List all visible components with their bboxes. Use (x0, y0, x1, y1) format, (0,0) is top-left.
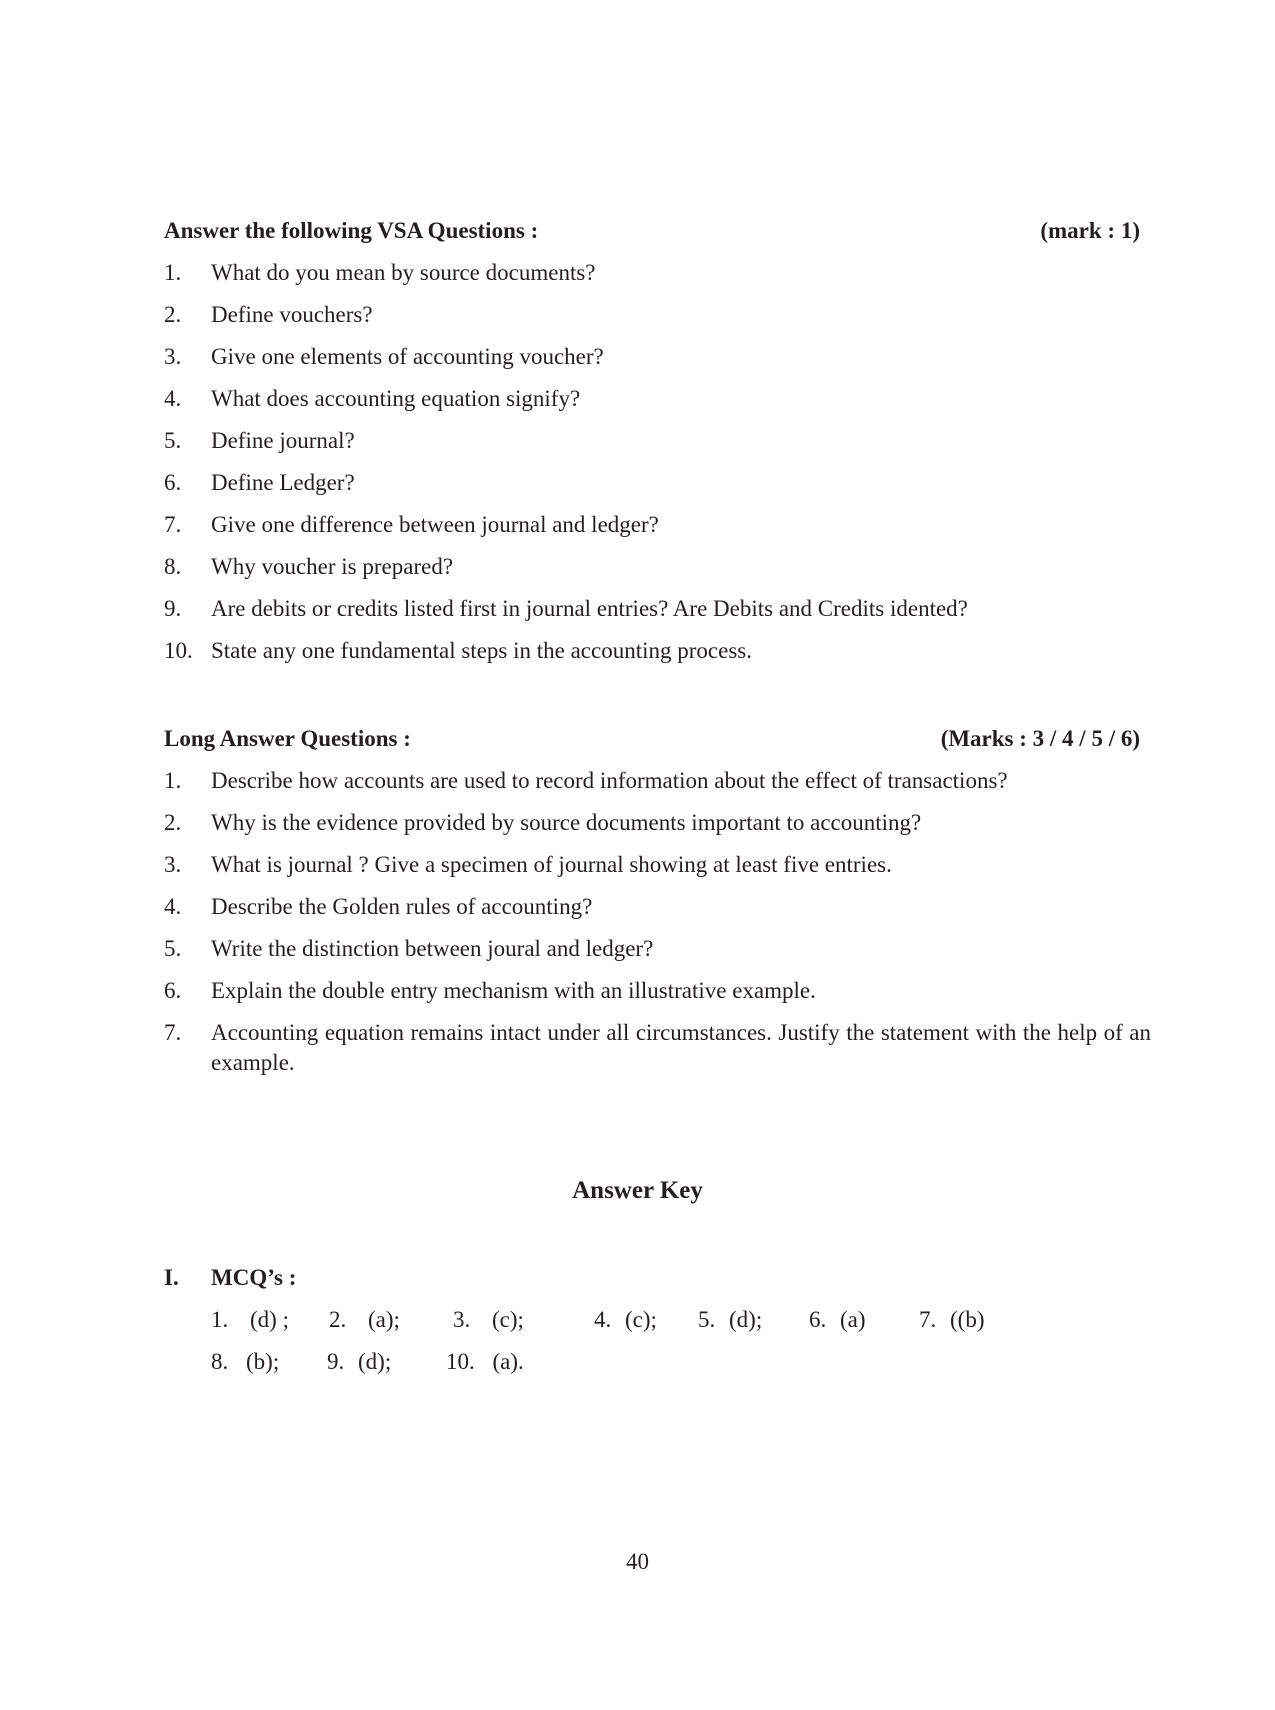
answer-value: (c); (492, 1307, 524, 1332)
question-text: Give one elements of accounting voucher? (211, 344, 604, 369)
question-text: Explain the double entry mechanism with an illustrative example. (211, 978, 816, 1003)
answer-value: (a). (492, 1349, 524, 1374)
question-number: 5. (164, 936, 182, 961)
vsa-question (164, 384, 1151, 426)
question-number: 4. (164, 894, 182, 919)
question-text: What does accounting equation signify? (211, 386, 581, 411)
answer-number: 4. (594, 1307, 612, 1332)
mcq-answer (211, 1305, 289, 1335)
answer-number: 2. (329, 1307, 347, 1332)
question-text: Why is the evidence provided by source documents important to accounting? (211, 810, 922, 835)
long-heading-row (164, 724, 1140, 754)
question-number: 7. (164, 512, 182, 537)
question-number: 2. (164, 302, 182, 327)
answer-number: 10. (446, 1349, 475, 1374)
mcq-answer (919, 1305, 984, 1335)
question-number: 10. (164, 638, 193, 663)
question-text: Write the distinction between joural and ledger? (211, 936, 654, 961)
mcq-answer (327, 1347, 391, 1377)
question-text: Describe the Golden rules of accounting? (211, 894, 593, 919)
question-number: 3. (164, 344, 182, 369)
question-number: 1. (164, 768, 182, 793)
long-question (164, 934, 1151, 976)
vsa-question (164, 258, 1151, 300)
vsa-heading-row (164, 216, 1140, 246)
answer-number: 8. (211, 1349, 229, 1374)
question-number: 1. (164, 260, 182, 285)
question-text: Describe how accounts are used to record information about the effect of transactions? (211, 768, 1008, 793)
mcq-answer (594, 1305, 657, 1335)
long-question (164, 892, 1151, 934)
vsa-question (164, 468, 1151, 510)
vsa-question (164, 342, 1151, 384)
answer-number: 7. (919, 1307, 937, 1332)
page-number: 40 (626, 1549, 649, 1574)
question-number: 6. (164, 978, 182, 1003)
vsa-question (164, 426, 1151, 468)
long-question-list (164, 766, 1151, 1078)
answer-number: 6. (809, 1307, 827, 1332)
question-text: Give one difference between journal and ledger? (211, 512, 659, 537)
mcq-answer (809, 1305, 866, 1335)
answer-value: (a) (840, 1307, 866, 1332)
question-text: What do you mean by source documents? (211, 260, 596, 285)
question-text: Accounting equation remains intact under all circumstances. Justify the statement with the help of an example. (211, 1020, 1151, 1075)
question-number: 3. (164, 852, 182, 877)
long-question (164, 766, 1151, 808)
vsa-question (164, 594, 1151, 636)
answer-number: 9. (327, 1349, 345, 1374)
vsa-heading: Answer the following VSA Questions : (164, 218, 539, 243)
answer-value: (c); (625, 1307, 657, 1332)
answer-key-title: Answer Key (572, 1177, 703, 1204)
mcq-section-number: I. (164, 1265, 179, 1290)
question-number: 2. (164, 810, 182, 835)
question-number: 8. (164, 554, 182, 579)
vsa-question-list (164, 258, 1151, 678)
long-marks: (Marks : 3 / 4 / 5 / 6) (940, 726, 1140, 751)
question-text: State any one fundamental steps in the accounting process. (211, 638, 752, 663)
vsa-marks: (mark : 1) (1040, 218, 1140, 243)
answer-value: (d); (358, 1349, 392, 1374)
question-text: Why voucher is prepared? (211, 554, 454, 579)
vsa-question (164, 636, 1151, 678)
long-question (164, 1018, 1151, 1078)
question-text: Define journal? (211, 428, 355, 453)
long-question (164, 850, 1151, 892)
question-number: 5. (164, 428, 182, 453)
mcq-answer (453, 1305, 524, 1335)
long-heading: Long Answer Questions : (164, 726, 411, 751)
mcq-answer (329, 1305, 400, 1335)
answer-value: (d); (729, 1307, 763, 1332)
mcq-answer (698, 1305, 762, 1335)
question-number: 6. (164, 470, 182, 495)
long-question (164, 976, 1151, 1018)
question-text: Define Ledger? (211, 470, 355, 495)
question-text: Are debits or credits listed first in journal entries? Are Debits and Credits idented? (211, 596, 968, 621)
long-question (164, 808, 1151, 850)
vsa-question (164, 510, 1151, 552)
question-number: 7. (164, 1020, 182, 1045)
question-text: Define vouchers? (211, 302, 373, 327)
vsa-question (164, 552, 1151, 594)
answer-number: 5. (698, 1307, 716, 1332)
answer-value: ((b) (950, 1307, 985, 1332)
answer-value: (b); (246, 1349, 280, 1374)
answer-value: (d) ; (250, 1307, 289, 1332)
mcq-answer (211, 1347, 279, 1377)
vsa-question (164, 300, 1151, 342)
mcq-section-title: MCQ’s : (211, 1265, 297, 1290)
mcq-answer (446, 1347, 524, 1377)
question-number: 4. (164, 386, 182, 411)
answer-number: 1. (211, 1307, 229, 1332)
answer-value: (a); (368, 1307, 400, 1332)
question-text: What is journal ? Give a specimen of journal showing at least five entries. (211, 852, 892, 877)
question-number: 9. (164, 596, 182, 621)
answer-number: 3. (453, 1307, 471, 1332)
